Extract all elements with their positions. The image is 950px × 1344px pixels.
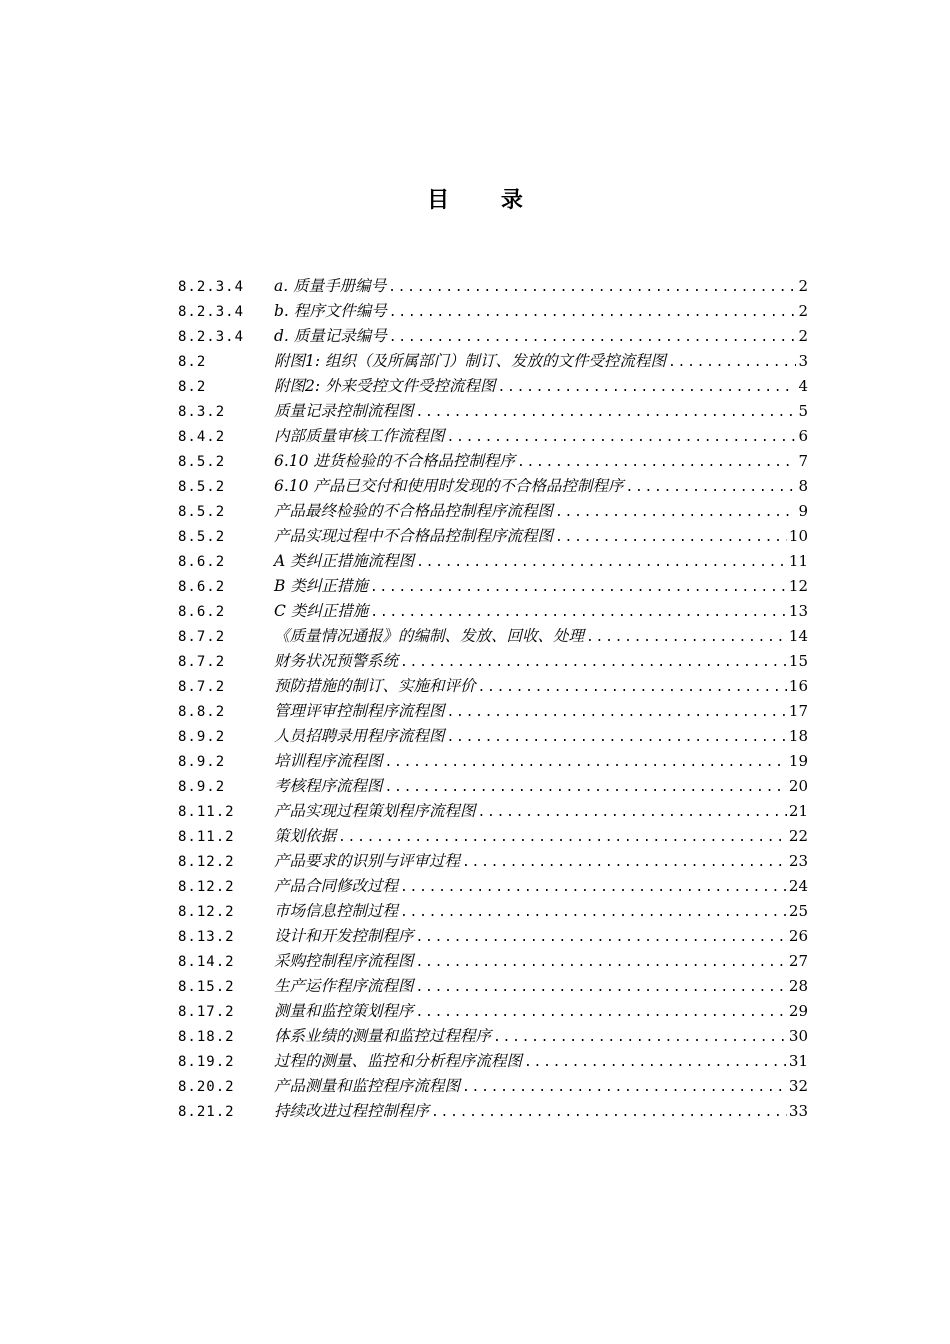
toc-entry-section-number: 8.8.2	[178, 704, 226, 720]
toc-entry[interactable]	[178, 274, 808, 299]
toc-entry-page-number: 2	[798, 327, 808, 345]
toc-entry-page-number: 6	[798, 427, 808, 445]
toc-entry-title: C 类纠正措施	[274, 602, 369, 620]
toc-dot-leader	[478, 800, 787, 825]
toc-dot-leader	[400, 875, 787, 900]
toc-entry-page-number: 3	[798, 352, 808, 370]
toc-entry-title: 产品要求的识别与评审过程	[274, 852, 461, 870]
toc-entry-title: 6.10 产品已交付和使用时发现的不合格品控制程序	[274, 477, 624, 495]
toc-entry-section-number: 8.14.2	[178, 954, 235, 970]
toc-entry-page-number: 24	[788, 877, 808, 895]
toc-entry-section-number: 8.2	[178, 379, 207, 395]
toc-entry-section-number: 8.6.2	[178, 554, 226, 570]
toc-entry-title: 产品合同修改过程	[274, 877, 399, 895]
toc-entry[interactable]	[178, 899, 808, 924]
toc-entry-title: 市场信息控制过程	[274, 902, 399, 920]
toc-dot-leader	[416, 925, 787, 950]
toc-entry-page-number: 18	[788, 727, 808, 745]
toc-entry-page-number: 20	[788, 777, 808, 795]
toc-entry-title: 人员招聘录用程序流程图	[274, 727, 445, 745]
toc-entry-title: 产品实现过程策划程序流程图	[274, 802, 476, 820]
toc-entry-title: 过程的测量、监控和分析程序流程图	[274, 1052, 523, 1070]
toc-dot-leader	[388, 275, 796, 300]
toc-entry-title: 附图2: 外来受控文件受控流程图	[274, 377, 496, 395]
toc-entry-page-number: 17	[788, 702, 808, 720]
toc-entry[interactable]	[178, 499, 808, 524]
toc-entry-section-number: 8.11.2	[178, 804, 235, 820]
toc-entry[interactable]	[178, 474, 808, 499]
toc-entry-section-number: 8.15.2	[178, 979, 235, 995]
toc-dot-leader	[431, 1100, 787, 1125]
toc-entry-page-number: 30	[788, 1027, 808, 1045]
toc-entry-page-number: 4	[798, 377, 808, 395]
toc-entry[interactable]	[178, 849, 808, 874]
toc-entry-page-number: 31	[788, 1052, 808, 1070]
toc-entry-title: 产品测量和监控程序流程图	[274, 1077, 461, 1095]
toc-entry-page-number: 12	[788, 577, 808, 595]
toc-entry-title: 采购控制程序流程图	[274, 952, 414, 970]
toc-dot-leader	[478, 675, 787, 700]
toc-dot-leader	[555, 500, 796, 525]
toc-entry-section-number: 8.9.2	[178, 754, 226, 770]
toc-entry[interactable]	[178, 424, 808, 449]
toc-entry-page-number: 7	[798, 452, 808, 470]
toc-entry-page-number: 15	[788, 652, 808, 670]
toc-entry-section-number: 8.18.2	[178, 1029, 235, 1045]
toc-entry[interactable]	[178, 524, 808, 549]
toc-entry-section-number: 8.21.2	[178, 1104, 235, 1120]
toc-dot-leader	[447, 425, 797, 450]
toc-dot-leader	[586, 625, 787, 650]
toc-entry[interactable]	[178, 874, 808, 899]
toc-entry-section-number: 8.19.2	[178, 1054, 235, 1070]
toc-entry-page-number: 2	[798, 302, 808, 320]
toc-dot-leader	[370, 575, 787, 600]
toc-entry-page-number: 8	[798, 477, 808, 495]
toc-entry-title: 生产运作程序流程图	[274, 977, 414, 995]
toc-dot-leader	[370, 600, 787, 625]
toc-dot-leader	[400, 650, 787, 675]
toc-entry-section-number: 8.3.2	[178, 404, 226, 420]
toc-entry-title: 6.10 进货检验的不合格品控制程序	[274, 452, 515, 470]
table-of-contents	[178, 274, 808, 1124]
toc-entry[interactable]	[178, 399, 808, 424]
toc-entry-title: 预防措施的制订、实施和评价	[274, 677, 476, 695]
toc-entry[interactable]	[178, 324, 808, 349]
toc-entry-page-number: 32	[788, 1077, 808, 1095]
toc-dot-leader	[385, 750, 787, 775]
toc-entry-title: a. 质量手册编号	[274, 277, 387, 295]
toc-dot-leader	[385, 775, 787, 800]
toc-dot-leader	[447, 700, 787, 725]
toc-entry-section-number: 8.2.3.4	[178, 279, 245, 295]
toc-entry[interactable]	[178, 974, 808, 999]
toc-entry-title: b. 程序文件编号	[274, 302, 387, 320]
toc-entry[interactable]	[178, 799, 808, 824]
toc-entry-page-number: 19	[788, 752, 808, 770]
toc-dot-leader	[668, 350, 796, 375]
toc-entry-section-number: 8.11.2	[178, 829, 235, 845]
toc-entry-title: 质量记录控制流程图	[274, 402, 414, 420]
toc-entry-title: 附图1: 组织（及所属部门）制订、发放的文件受控流程图	[274, 352, 667, 370]
toc-entry[interactable]	[178, 924, 808, 949]
toc-entry[interactable]	[178, 374, 808, 399]
toc-dot-leader	[416, 1000, 787, 1025]
toc-entry[interactable]	[178, 1024, 808, 1049]
toc-entry-section-number: 8.2	[178, 354, 207, 370]
toc-dot-leader	[389, 325, 797, 350]
toc-entry-title: B 类纠正措施	[274, 577, 368, 595]
toc-entry[interactable]	[178, 949, 808, 974]
toc-dot-leader	[389, 300, 797, 325]
toc-entry-page-number: 22	[788, 827, 808, 845]
toc-entry-title: 管理评审控制程序流程图	[274, 702, 445, 720]
toc-entry[interactable]	[178, 649, 808, 674]
toc-dot-leader	[524, 1050, 787, 1075]
toc-entry-section-number: 8.13.2	[178, 929, 235, 945]
toc-entry-section-number: 8.4.2	[178, 429, 226, 445]
toc-entry-title: 产品最终检验的不合格品控制程序流程图	[274, 502, 554, 520]
toc-entry-section-number: 8.20.2	[178, 1079, 235, 1095]
toc-entry-title: 内部质量审核工作流程图	[274, 427, 445, 445]
toc-entry[interactable]	[178, 724, 808, 749]
toc-entry-title: 测量和监控策划程序	[274, 1002, 414, 1020]
toc-dot-leader	[416, 400, 797, 425]
toc-entry-page-number: 27	[788, 952, 808, 970]
toc-entry[interactable]	[178, 999, 808, 1024]
toc-entry-title: A 类纠正措施流程图	[274, 552, 415, 570]
toc-entry-section-number: 8.5.2	[178, 454, 226, 470]
page-title: 目 录	[427, 188, 545, 213]
toc-entry-title: 财务状况预警系统	[274, 652, 399, 670]
toc-dot-leader	[498, 375, 797, 400]
toc-entry-section-number: 8.12.2	[178, 854, 235, 870]
toc-dot-leader	[493, 1025, 787, 1050]
toc-entry-title: 考核程序流程图	[274, 777, 383, 795]
toc-entry-page-number: 13	[788, 602, 808, 620]
toc-entry-page-number: 26	[788, 927, 808, 945]
toc-entry-title: 培训程序流程图	[274, 752, 383, 770]
toc-entry-section-number: 8.6.2	[178, 579, 226, 595]
toc-entry-section-number: 8.9.2	[178, 779, 226, 795]
toc-entry[interactable]	[178, 824, 808, 849]
toc-entry-section-number: 8.2.3.4	[178, 329, 245, 345]
toc-entry-section-number: 8.7.2	[178, 629, 226, 645]
toc-dot-leader	[462, 850, 787, 875]
toc-entry-section-number: 8.6.2	[178, 604, 226, 620]
toc-entry-page-number: 11	[788, 552, 808, 570]
toc-entry-section-number: 8.5.2	[178, 479, 226, 495]
toc-entry-section-number: 8.12.2	[178, 904, 235, 920]
toc-dot-leader	[338, 825, 787, 850]
toc-entry-section-number: 8.7.2	[178, 679, 226, 695]
toc-entry-title: 产品实现过程中不合格品控制程序流程图	[274, 527, 554, 545]
toc-entry-page-number: 9	[798, 502, 808, 520]
toc-dot-leader	[400, 900, 787, 925]
toc-entry[interactable]	[178, 749, 808, 774]
toc-entry[interactable]	[178, 599, 808, 624]
toc-dot-leader	[517, 450, 797, 475]
toc-entry-section-number: 8.12.2	[178, 879, 235, 895]
toc-entry[interactable]	[178, 549, 808, 574]
toc-entry-title: d. 质量记录编号	[274, 327, 387, 345]
toc-entry-section-number: 8.17.2	[178, 1004, 235, 1020]
toc-entry[interactable]	[178, 624, 808, 649]
toc-entry[interactable]	[178, 699, 808, 724]
toc-entry[interactable]	[178, 574, 808, 599]
toc-entry-page-number: 14	[788, 627, 808, 645]
toc-entry-section-number: 8.5.2	[178, 504, 226, 520]
toc-entry[interactable]	[178, 349, 808, 374]
toc-entry-page-number: 29	[788, 1002, 808, 1020]
toc-entry[interactable]	[178, 1074, 808, 1099]
toc-entry-page-number: 5	[798, 402, 808, 420]
toc-entry-page-number: 25	[788, 902, 808, 920]
toc-dot-leader	[447, 725, 787, 750]
toc-entry-title: 《质量情况通报》的编制、发放、回收、处理	[274, 627, 585, 645]
toc-entry-page-number: 33	[788, 1102, 808, 1120]
toc-entry-page-number: 21	[788, 802, 808, 820]
toc-entry-page-number: 16	[788, 677, 808, 695]
toc-entry[interactable]	[178, 299, 808, 324]
toc-entry-section-number: 8.2.3.4	[178, 304, 245, 320]
toc-entry-page-number: 23	[788, 852, 808, 870]
toc-entry-page-number: 2	[798, 277, 808, 295]
toc-entry-title: 设计和开发控制程序	[274, 927, 414, 945]
toc-entry-section-number: 8.5.2	[178, 529, 226, 545]
toc-entry[interactable]	[178, 674, 808, 699]
toc-entry-title: 策划依据	[274, 827, 337, 845]
toc-entry-title: 持续改进过程控制程序	[274, 1102, 430, 1120]
toc-entry[interactable]	[178, 774, 808, 799]
toc-entry-page-number: 28	[788, 977, 808, 995]
toc-entry[interactable]	[178, 1049, 808, 1074]
toc-entry-page-number: 10	[788, 527, 808, 545]
toc-entry-title: 体系业绩的测量和监控过程程序	[274, 1027, 492, 1045]
toc-dot-leader	[416, 950, 787, 975]
toc-entry-section-number: 8.9.2	[178, 729, 226, 745]
toc-dot-leader	[416, 975, 787, 1000]
toc-dot-leader	[555, 525, 787, 550]
toc-entry[interactable]	[178, 449, 808, 474]
toc-dot-leader	[462, 1075, 787, 1100]
toc-entry[interactable]	[178, 1099, 808, 1124]
toc-entry-section-number: 8.7.2	[178, 654, 226, 670]
toc-dot-leader	[416, 550, 787, 575]
toc-dot-leader	[625, 475, 796, 500]
